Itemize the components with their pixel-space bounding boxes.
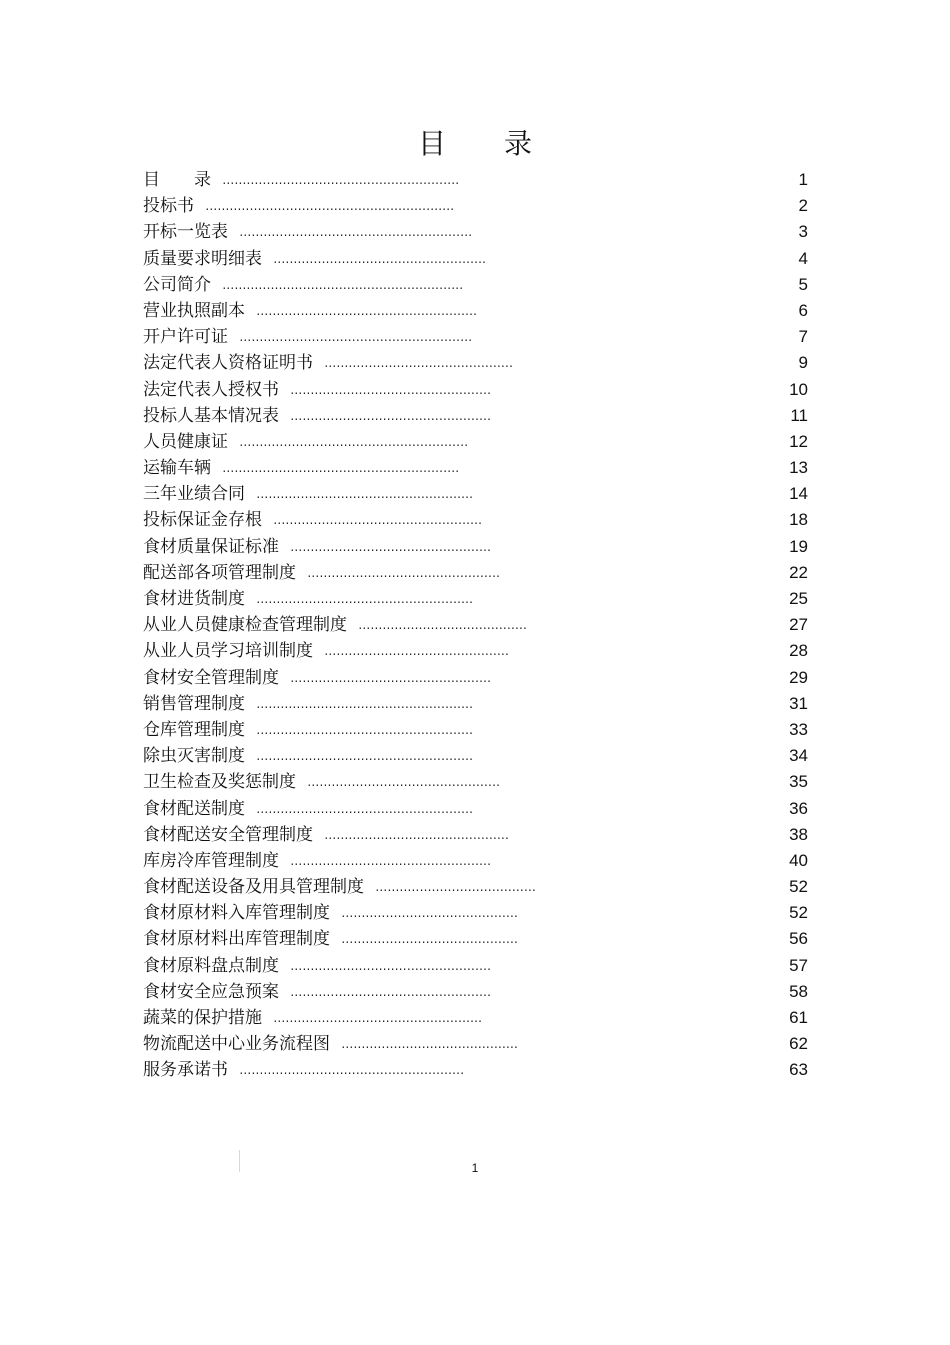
toc-entry-title: 食材配送设备及用具管理制度	[143, 877, 364, 898]
toc-entry-title: 开标一览表	[143, 222, 228, 243]
toc-entry[interactable]	[143, 429, 808, 455]
toc-entry-title: 食材配送安全管理制度	[143, 824, 313, 845]
toc-entry-title: 配送部各项管理制度	[143, 562, 296, 583]
toc-leader-dots: .....................................................	[273, 251, 487, 266]
toc-entry-title: 营业执照副本	[143, 300, 245, 321]
toc-entry-page-number: 63	[789, 1060, 808, 1080]
toc-entry-title: 开户许可证	[143, 327, 228, 348]
toc-entry-title: 法定代表人资格证明书	[143, 353, 313, 374]
toc-entry-page-number: 28	[789, 641, 808, 661]
toc-leader-dots: ............................................	[341, 906, 519, 921]
toc-entry-title: 公司简介	[143, 274, 211, 295]
toc-entry[interactable]	[143, 874, 808, 900]
toc-entry[interactable]	[143, 691, 808, 717]
toc-leader-dots: ......................................................	[256, 722, 474, 737]
toc-leader-dots: ...............................................	[324, 356, 514, 371]
toc-entry-page-number: 58	[789, 981, 808, 1001]
toc-entry-page-number: 52	[789, 903, 808, 923]
toc-entry[interactable]	[143, 350, 808, 376]
toc-leader-dots: ......................................................	[256, 696, 474, 711]
toc-entry[interactable]	[143, 246, 808, 272]
title-char-1: 目	[417, 127, 446, 160]
toc-leader-dots: ......................................................	[256, 801, 474, 816]
toc-leader-dots: ........................................................	[239, 1063, 465, 1078]
toc-entry[interactable]	[143, 534, 808, 560]
toc-entry[interactable]	[143, 193, 808, 219]
toc-leader-dots: ..................................................	[290, 984, 492, 999]
toc-entry[interactable]	[143, 560, 808, 586]
toc-entry[interactable]	[143, 403, 808, 429]
toc-entry[interactable]	[143, 586, 808, 612]
toc-entry-title: 食材安全管理制度	[143, 667, 279, 688]
toc-leader-dots: ...........................................................	[222, 461, 460, 476]
toc-entry-page-number: 9	[798, 353, 808, 373]
toc-entry-title: 仓库管理制度	[143, 719, 245, 740]
toc-entry-page-number: 52	[789, 877, 808, 897]
toc-entry-page-number: 56	[789, 929, 808, 949]
toc-leader-dots: ..........................................	[358, 618, 528, 633]
toc-entry[interactable]	[143, 377, 808, 403]
toc-entry-title: 物流配送中心业务流程图	[143, 1034, 330, 1055]
toc-entry-title: 从业人员学习培训制度	[143, 641, 313, 662]
toc-entry-title: 从业人员健康检查管理制度	[143, 615, 347, 636]
toc-entry-title: 食材进货制度	[143, 589, 245, 609]
toc-entry-page-number: 6	[798, 300, 808, 320]
toc-entry-page-number: 27	[789, 615, 808, 635]
toc-entry-title: 三年业绩合同	[143, 484, 245, 505]
toc-entry-title: 食材安全应急预案	[143, 981, 279, 1002]
toc-entry[interactable]	[143, 848, 808, 874]
toc-entry-title: 投标人基本情况表	[143, 405, 279, 426]
toc-entry-page-number: 11	[790, 405, 808, 425]
toc-leader-dots: .........................................................	[239, 434, 469, 449]
toc-leader-dots: ..................................................	[290, 853, 492, 868]
toc-entry[interactable]	[143, 743, 808, 769]
table-of-contents	[143, 167, 808, 1084]
toc-entry-page-number: 18	[789, 510, 808, 530]
toc-entry-page-number: 33	[789, 719, 808, 739]
toc-entry-title: 投标保证金存根	[143, 510, 262, 531]
toc-leader-dots: ............................................	[341, 1037, 519, 1052]
toc-leader-dots: ...........................................................	[222, 173, 460, 187]
toc-entry[interactable]	[143, 665, 808, 691]
toc-entry-title: 除虫灭害制度	[143, 746, 245, 767]
toc-leader-dots: ....................................................	[273, 513, 483, 528]
toc-entry-page-number: 14	[789, 484, 808, 504]
toc-entry-page-number: 12	[789, 431, 808, 451]
toc-entry[interactable]	[143, 507, 808, 533]
toc-leader-dots: ..............................................................	[205, 199, 455, 214]
toc-leader-dots: ..................................................	[290, 408, 492, 423]
toc-entry-page-number: 40	[789, 850, 808, 870]
toc-entry-page-number: 13	[789, 458, 808, 478]
toc-leader-dots: ......................................................	[256, 487, 474, 502]
toc-entry[interactable]	[143, 455, 808, 481]
toc-entry-title: 食材配送制度	[143, 798, 245, 819]
toc-entry[interactable]	[143, 900, 808, 926]
toc-entry-page-number: 38	[789, 824, 808, 844]
toc-entry-page-number: 34	[789, 746, 808, 766]
toc-entry[interactable]	[143, 769, 808, 795]
toc-entry-title: 库房冷库管理制度	[143, 850, 279, 871]
toc-entry-title: 食材质量保证标准	[143, 536, 279, 557]
toc-leader-dots: ................................................	[307, 565, 501, 580]
toc-entry-page-number: 25	[789, 589, 808, 608]
toc-entry[interactable]	[143, 717, 808, 743]
toc-entry-page-number: 19	[789, 536, 808, 556]
toc-entry[interactable]	[143, 612, 808, 638]
toc-entry[interactable]	[143, 979, 808, 1005]
toc-entry-title: 目 录	[143, 170, 211, 190]
toc-entry[interactable]	[143, 272, 808, 298]
toc-leader-dots: ..................................................	[290, 382, 492, 397]
toc-entry-page-number: 35	[789, 772, 808, 792]
toc-entry[interactable]	[143, 1057, 808, 1083]
toc-leader-dots: ..................................................	[290, 670, 492, 685]
toc-entry-page-number: 61	[789, 1008, 808, 1027]
toc-entry[interactable]	[143, 481, 808, 507]
toc-entry-page-number: 57	[789, 955, 808, 975]
toc-entry[interactable]	[143, 167, 808, 193]
toc-entry-title: 人员健康证	[143, 431, 228, 452]
toc-entry-title: 食材原料盘点制度	[143, 955, 279, 976]
toc-entry-title: 卫生检查及奖惩制度	[143, 772, 296, 793]
toc-leader-dots: ..............................................	[324, 827, 510, 842]
title-char-2: 录	[504, 127, 533, 160]
toc-entry[interactable]	[143, 298, 808, 324]
toc-entry-page-number: 62	[789, 1034, 808, 1054]
toc-leader-dots: ........................................	[375, 880, 536, 895]
toc-entry[interactable]	[143, 638, 808, 664]
toc-entry[interactable]	[143, 926, 808, 952]
toc-entry[interactable]	[143, 796, 808, 822]
toc-entry-page-number: 31	[789, 693, 808, 713]
page-title	[0, 122, 950, 162]
toc-entry-page-number: 5	[798, 274, 808, 294]
toc-leader-dots: ..............................................	[324, 644, 510, 659]
toc-entry[interactable]	[143, 1005, 808, 1031]
toc-entry-page-number: 2	[798, 196, 808, 216]
toc-leader-dots: ..................................................	[290, 539, 492, 554]
toc-leader-dots: ....................................................	[273, 1011, 483, 1025]
toc-entry-page-number: 1	[798, 170, 808, 189]
toc-leader-dots: .......................................................	[256, 303, 478, 318]
toc-entry[interactable]	[143, 953, 808, 979]
toc-leader-dots: ..........................................................	[239, 330, 473, 345]
toc-entry-title: 运输车辆	[143, 458, 211, 479]
toc-entry-title: 质量要求明细表	[143, 248, 262, 269]
toc-leader-dots: ............................................................	[222, 277, 464, 292]
toc-entry-page-number: 7	[798, 327, 808, 347]
toc-leader-dots: ................................................	[307, 775, 501, 790]
toc-leader-dots: ..........................................................	[239, 225, 473, 240]
toc-leader-dots: ......................................................	[256, 592, 474, 606]
toc-leader-dots: ......................................................	[256, 749, 474, 764]
toc-entry-title: 蔬菜的保护措施	[143, 1008, 262, 1028]
toc-entry-page-number: 4	[798, 248, 808, 268]
toc-entry-title: 服务承诺书	[143, 1060, 228, 1081]
toc-entry-title: 食材原材料出库管理制度	[143, 929, 330, 950]
toc-entry[interactable]	[143, 1031, 808, 1057]
toc-entry[interactable]	[143, 219, 808, 245]
toc-leader-dots: ..................................................	[290, 958, 492, 973]
toc-entry[interactable]	[143, 324, 808, 350]
toc-entry-title: 投标书	[143, 196, 194, 217]
toc-entry-page-number: 29	[789, 667, 808, 687]
page-number: 1	[471, 1161, 479, 1175]
toc-entry-page-number: 36	[789, 798, 808, 818]
toc-entry-title: 销售管理制度	[143, 693, 245, 714]
toc-entry-page-number: 22	[789, 562, 808, 582]
toc-entry[interactable]	[143, 822, 808, 848]
toc-entry-page-number: 10	[789, 379, 808, 399]
toc-entry-title: 法定代表人授权书	[143, 379, 279, 400]
toc-entry-title: 食材原材料入库管理制度	[143, 903, 330, 924]
toc-entry-page-number: 3	[798, 222, 808, 242]
toc-leader-dots: ............................................	[341, 932, 519, 947]
